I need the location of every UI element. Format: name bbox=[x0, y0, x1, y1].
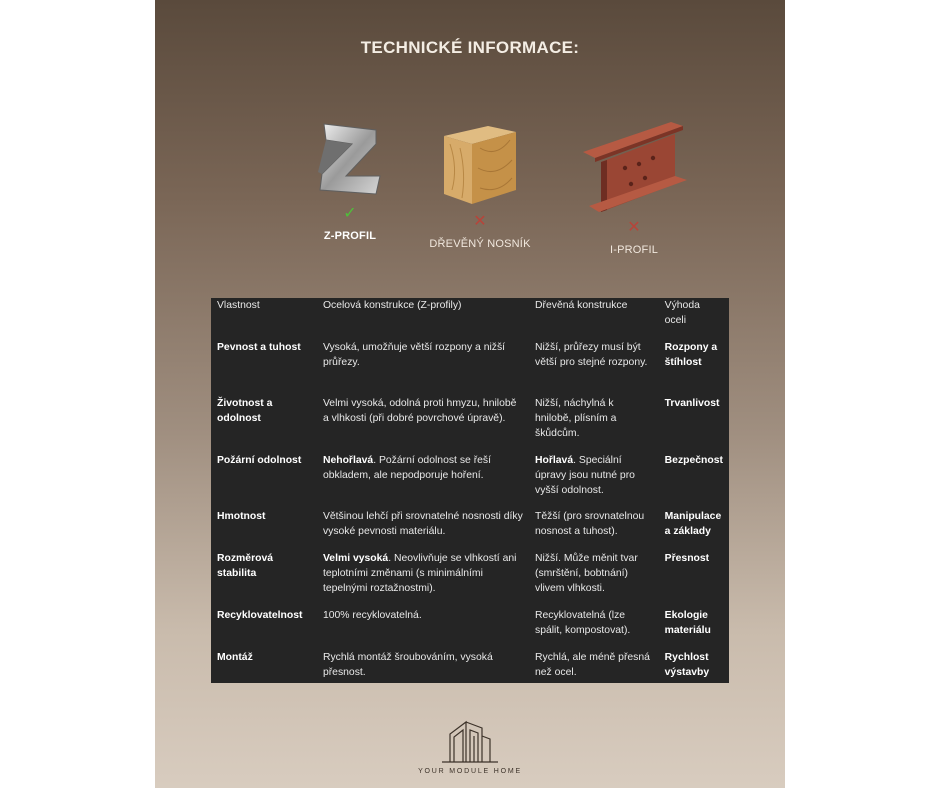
table-row bbox=[211, 340, 729, 396]
wood-cell: Nižší, průřezy musí být větší pro stejné rozpony. bbox=[535, 342, 648, 368]
steel-cell: Rychlá montáž šroubováním, vysoká přesnost. bbox=[322, 652, 493, 678]
page bbox=[155, 0, 785, 788]
steel-cell: . Neovlivňuje se vlhkostí ani teplotními změnami (s minimálními tepelnými roztažnostmi). bbox=[322, 553, 517, 594]
table-row bbox=[211, 453, 729, 509]
house-logo-icon bbox=[438, 716, 502, 764]
check-icon: ✓ bbox=[343, 205, 357, 222]
brand-logo bbox=[155, 716, 785, 775]
advantage-cell: Trvanlivost bbox=[664, 398, 720, 409]
table-row bbox=[211, 608, 729, 650]
steel-cell: Většinou lehčí při srovnatelné nosnosti díky vysoké pevnosti materiálu. bbox=[322, 511, 523, 537]
steel-emphasis: Velmi vysoká bbox=[322, 553, 389, 564]
wood-cell: Nižší, náchylná k hnilobě, plísním a škůdcům. bbox=[535, 398, 617, 439]
wood-cell: Recyklovatelná (lze spálit, kompostovat). bbox=[535, 610, 631, 636]
advantage-cell: Ekologie materiálu bbox=[664, 610, 711, 636]
advantage-cell: Přesnost bbox=[664, 553, 710, 564]
wooden-beam-image bbox=[438, 118, 522, 208]
steel-cell: Vysoká, umožňuje větší rozpony a nižší průřezy. bbox=[322, 342, 506, 368]
advantage-cell: Rychlost výstavby bbox=[664, 652, 710, 678]
table-row bbox=[211, 396, 729, 453]
product-label-z-profil: Z-PROFIL bbox=[323, 230, 377, 242]
property-cell: Rozměrová stabilita bbox=[217, 553, 274, 579]
header-cell: Ocelová konstrukce (Z-profily) bbox=[322, 300, 462, 311]
property-cell: Recyklovatelnost bbox=[217, 610, 303, 621]
cross-icon: ✕ bbox=[627, 219, 641, 236]
table-row bbox=[211, 551, 729, 608]
advantage-cell: Bezpečnost bbox=[664, 455, 723, 466]
steel-cell: 100% recyklovatelná. bbox=[322, 610, 422, 621]
brand-name: YOUR MODULE HOME bbox=[418, 768, 522, 775]
steel-cell: . Požární odolnost se řeší obkladem, ale nepodporuje hoření. bbox=[322, 455, 492, 481]
property-cell: Životnost a odolnost bbox=[217, 398, 273, 424]
header-cell: Výhoda oceli bbox=[664, 300, 700, 326]
property-cell: Montáž bbox=[217, 652, 253, 663]
property-cell: Požární odolnost bbox=[217, 455, 302, 466]
wood-cell: Rychlá, ale méně přesná než ocel. bbox=[535, 652, 650, 678]
header-cell: Vlastnost bbox=[217, 300, 260, 311]
cross-icon: ✕ bbox=[473, 213, 487, 230]
wood-emphasis: Hořlavá bbox=[535, 455, 574, 466]
property-cell: Hmotnost bbox=[217, 511, 266, 522]
wood-cell: . Speciální úpravy jsou nutné pro vyšší odolnost. bbox=[535, 455, 635, 496]
product-wooden-beam bbox=[405, 118, 555, 250]
page-title: TECHNICKÉ INFORMACE: bbox=[360, 38, 580, 57]
i-beam-image bbox=[579, 118, 689, 214]
product-label-wooden-beam: DŘEVĚNÝ NOSNÍK bbox=[429, 238, 531, 250]
wood-cell: Těžší (pro srovnatelnou nosnost a tuhost). bbox=[535, 511, 645, 537]
advantage-cell: Rozpony a štíhlost bbox=[664, 342, 718, 368]
header-cell: Dřevěná konstrukce bbox=[535, 300, 628, 311]
product-z-profil bbox=[275, 118, 425, 242]
steel-cell: Velmi vysoká, odolná proti hmyzu, hnilobě a vlhkosti (při dobré povrchové úpravě). bbox=[322, 398, 517, 424]
table-header-row bbox=[211, 298, 729, 340]
wood-cell: Nižší. Může měnit tvar (smrštění, bobtnání) vlivem vlhkosti. bbox=[535, 553, 638, 594]
product-i-profil bbox=[559, 118, 709, 256]
z-profile-image bbox=[310, 118, 390, 200]
property-cell: Pevnost a tuhost bbox=[217, 342, 301, 353]
comparison-table bbox=[211, 298, 729, 683]
table-row bbox=[211, 650, 729, 683]
advantage-cell: Manipulace a základy bbox=[664, 511, 722, 537]
table-row bbox=[211, 509, 729, 551]
product-label-i-profil: I-PROFIL bbox=[609, 244, 659, 256]
steel-emphasis: Nehořlavá bbox=[322, 455, 374, 466]
